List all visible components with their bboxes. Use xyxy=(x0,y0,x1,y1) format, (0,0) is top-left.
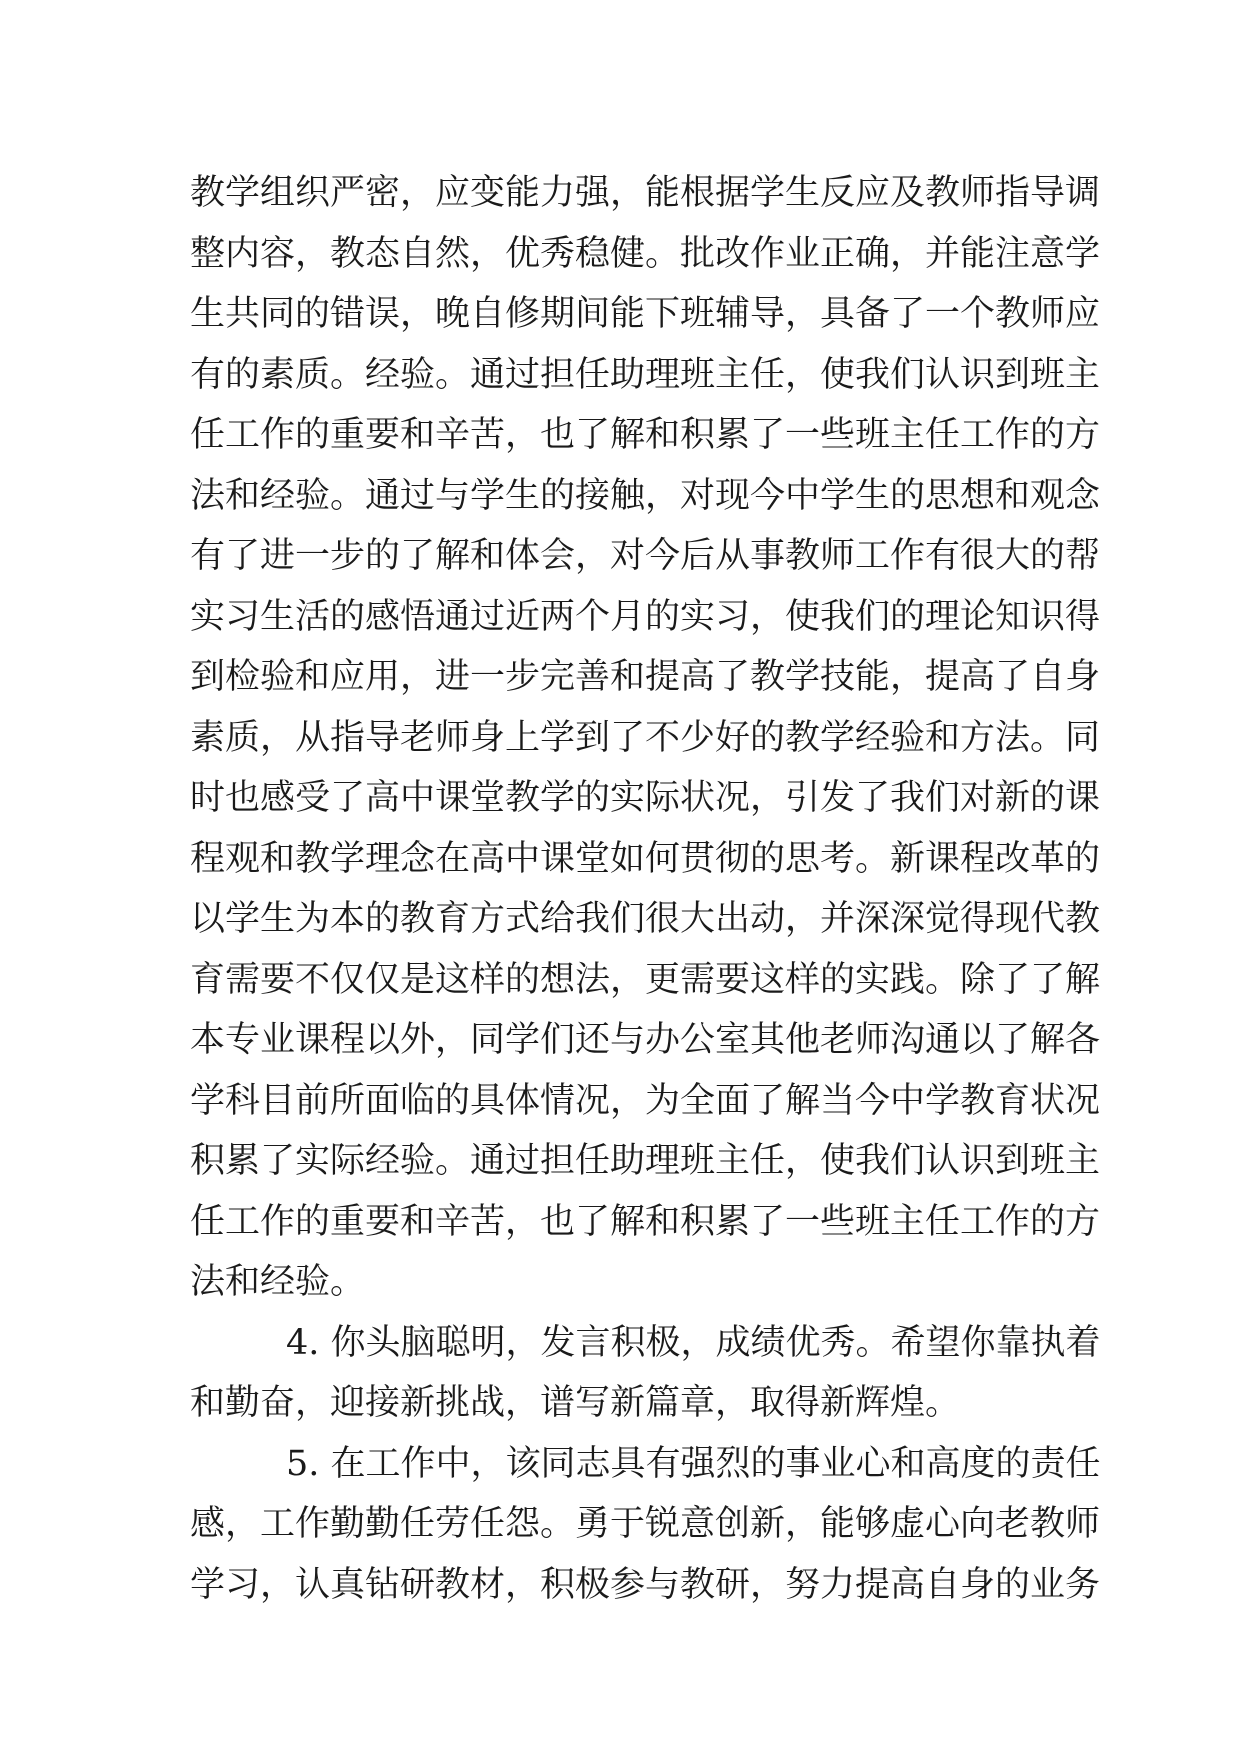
paragraph-3 xyxy=(190,1434,1101,1616)
document-body xyxy=(190,163,1101,1615)
text-line: 生共同的错误，晚自修期间能下班辅导，具备了一个教师应 xyxy=(190,294,1101,334)
text-line: 实习生活的感悟通过近两个月的实习，使我们的理论知识得 xyxy=(190,596,1101,637)
text-line: 任工作的重要和辛苦，也了解和积累了一些班主任工作的方 xyxy=(190,415,1101,455)
text-line: 以学生为本的教育方式给我们很大出动，并深深觉得现代教 xyxy=(190,899,1101,939)
text-line: 有了进一步的了解和体会，对今后从事教师工作有很大的帮 xyxy=(190,536,1101,576)
text-line: 到检验和应用，进一步完善和提高了教学技能，提高了自身 xyxy=(190,657,1101,697)
text-line: 法和经验。通过与学生的接触，对现今中学生的思想和观念 xyxy=(190,475,1101,516)
text-line: 任工作的重要和辛苦，也了解和积累了一些班主任工作的方 xyxy=(190,1201,1101,1242)
text-line: 4. 你头脑聪明，发言积极，成绩优秀。希望你靠执着 xyxy=(286,1322,1101,1363)
text-line: 教学组织严密，应变能力强，能根据学生反应及教师指导调 xyxy=(190,173,1101,213)
paragraph-2 xyxy=(190,1313,1101,1434)
text-line: 本专业课程以外，同学们还与办公室其他老师沟通以了解各 xyxy=(190,1020,1101,1060)
paragraph-1 xyxy=(190,163,1101,1313)
text-line: 法和经验。 xyxy=(190,1262,366,1302)
text-line: 时也感受了高中课堂教学的实际状况，引发了我们对新的课 xyxy=(190,778,1101,818)
text-line: 和勤奋，迎接新挑战，谱写新篇章，取得新辉煌。 xyxy=(190,1383,961,1423)
text-line: 学习，认真钻研教材，积极参与教研，努力提高自身的业务 xyxy=(190,1564,1101,1605)
text-line: 5. 在工作中，该同志具有强烈的事业心和高度的责任 xyxy=(286,1443,1101,1484)
text-line: 育需要不仅仅是这样的想法，更需要这样的实践。除了了解 xyxy=(190,959,1101,1000)
text-line: 有的素质。经验。通过担任助理班主任，使我们认识到班主 xyxy=(190,354,1101,395)
text-line: 学科目前所面临的具体情况，为全面了解当今中学教育状况 xyxy=(190,1080,1101,1121)
text-line: 整内容，教态自然，优秀稳健。批改作业正确，并能注意学 xyxy=(190,233,1101,274)
text-line: 积累了实际经验。通过担任助理班主任，使我们认识到班主 xyxy=(190,1141,1101,1181)
text-line: 程观和教学理念在高中课堂如何贯彻的思考。新课程改革的 xyxy=(190,838,1101,879)
text-line: 感，工作勤勤任劳任怨。勇于锐意创新，能够虚心向老教师 xyxy=(190,1504,1101,1544)
text-line: 素质，从指导老师身上学到了不少好的教学经验和方法。同 xyxy=(190,717,1101,758)
